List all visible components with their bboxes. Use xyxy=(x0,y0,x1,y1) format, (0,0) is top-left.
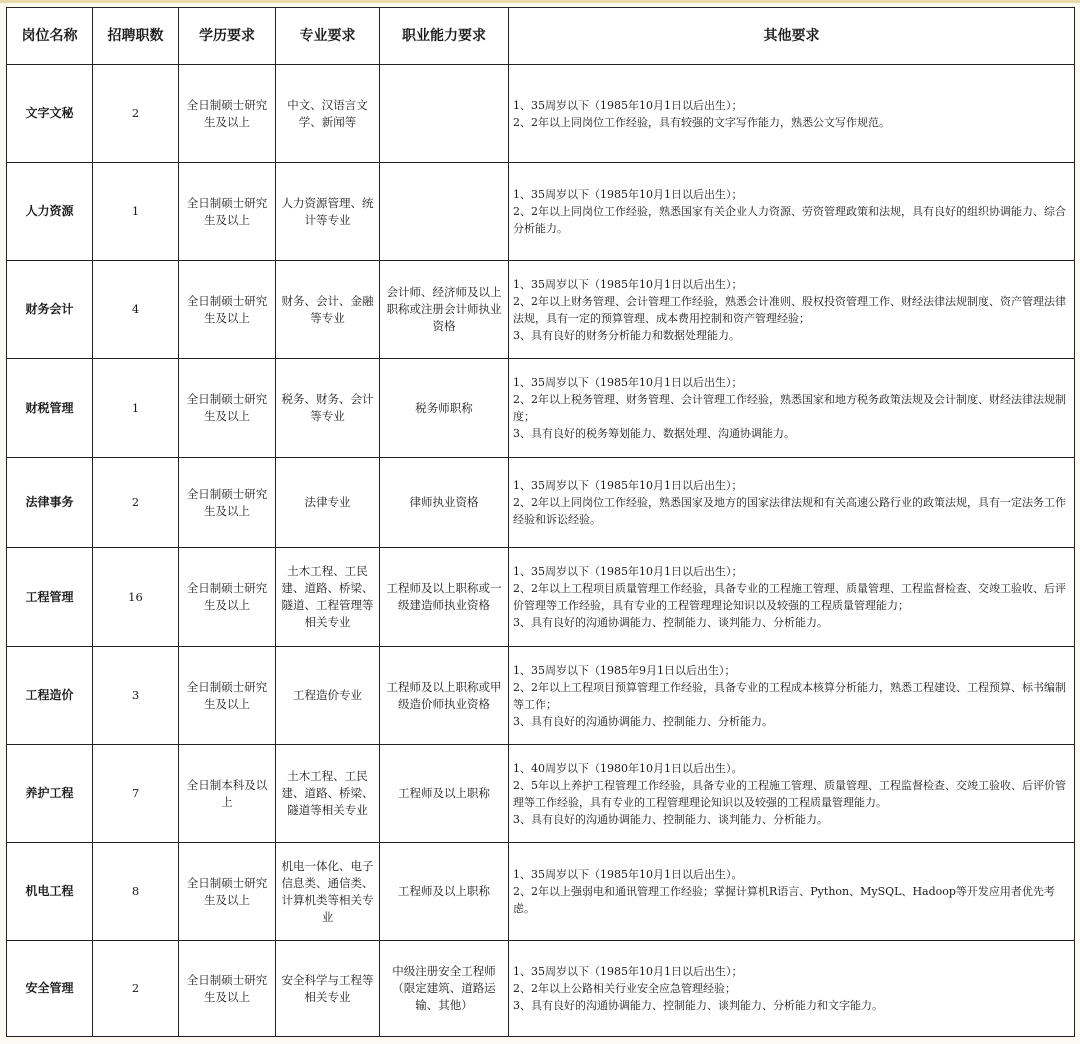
major-cell: 安全科学与工程等相关专业 xyxy=(276,941,380,1037)
requirement-line: 1、35周岁以下（1985年10月1日以后出生）； xyxy=(513,479,743,492)
position-name-cell: 文字文秘 xyxy=(7,65,93,163)
requirement-line: 2、2年以上同岗位工作经验，熟悉国家有关企业人力资源、劳资管理政策和法规，具有良好的组织协调能力、综合分析能力。 xyxy=(513,205,1066,235)
requirement-line: 1、35周岁以下（1985年10月1日以后出生）； xyxy=(513,565,743,578)
other-requirements-cell xyxy=(509,359,1075,458)
hiring-count-cell: 7 xyxy=(93,745,179,843)
header-education: 学历要求 xyxy=(179,8,276,65)
hiring-count-cell: 8 xyxy=(93,843,179,941)
table-row xyxy=(7,261,1075,359)
requirement-line: 2、2年以上财务管理、会计管理工作经验，熟悉会计准则、股权投资管理工作、财经法律法规制度、资产管理法律法规，具有一定的预算管理、成本费用控制和资产管理经验； xyxy=(513,294,1066,325)
requirement-line: 1、35周岁以下（1985年10月1日以后出生）； xyxy=(513,188,743,201)
major-cell: 工程造价专业 xyxy=(276,647,380,745)
hiring-count-cell: 4 xyxy=(93,261,179,359)
table-row xyxy=(7,745,1075,843)
major-cell: 机电一体化、电子信息类、通信类、计算机类等相关专业 xyxy=(276,843,380,941)
requirement-line: 3、具有良好的沟通协调能力、控制能力、谈判能力、分析能力。 xyxy=(513,616,828,629)
hiring-count-cell: 2 xyxy=(93,941,179,1037)
header-row xyxy=(7,8,1075,65)
requirement-line: 2、5年以上养护工程管理工作经验，具备专业的工程施工管理、质量管理、工程监督检查、交竣工验收、后评价管理等工作经验，具有专业的工程管理理论知识以及较强的工程质量管理能力。 xyxy=(513,778,1066,809)
requirement-line: 3、具有良好的沟通协调能力、控制能力、谈判能力、分析能力。 xyxy=(513,812,828,826)
requirement-line: 1、35周岁以下（1985年10月1日以后出生）。 xyxy=(513,868,743,881)
position-name-cell: 财税管理 xyxy=(7,359,93,458)
education-cell: 全日制硕士研究生及以上 xyxy=(179,163,276,261)
requirement-line: 3、具有良好的沟通协调能力、控制能力、谈判能力、分析能力和文字能力。 xyxy=(513,999,883,1012)
requirement-line: 2、2年以上工程项目预算管理工作经验，具备专业的工程成本核算分析能力，熟悉工程建设、工程预算、标书编制等工作； xyxy=(513,680,1066,711)
position-name-cell: 养护工程 xyxy=(7,745,93,843)
education-cell: 全日制硕士研究生及以上 xyxy=(179,843,276,941)
header-hiring-count: 招聘职数 xyxy=(93,8,179,65)
requirement-line: 2、2年以上同岗位工作经验，具有较强的文字写作能力，熟悉公文写作规范。 xyxy=(513,115,890,129)
education-cell: 全日制硕士研究生及以上 xyxy=(179,359,276,458)
table-row xyxy=(7,163,1075,261)
major-cell: 土木工程、工民建、道路、桥梁、隧道、工程管理等相关专业 xyxy=(276,548,380,647)
requirement-line: 2、2年以上公路相关行业安全应急管理经验； xyxy=(513,982,736,995)
table-row xyxy=(7,647,1075,745)
major-cell: 人力资源管理、统计等专业 xyxy=(276,163,380,261)
major-cell: 土木工程、工民建、道路、桥梁、隧道等相关专业 xyxy=(276,745,380,843)
table-row xyxy=(7,548,1075,647)
ability-cell: 工程师及以上职称 xyxy=(380,745,509,843)
position-name-cell: 机电工程 xyxy=(7,843,93,941)
education-cell: 全日制本科及以上 xyxy=(179,745,276,843)
header-other-requirements: 其他要求 xyxy=(509,8,1075,65)
position-name-cell: 工程造价 xyxy=(7,647,93,745)
ability-cell: 律师执业资格 xyxy=(380,458,509,548)
ability-cell: 工程师及以上职称 xyxy=(380,843,509,941)
table-row xyxy=(7,65,1075,163)
header-professional-ability: 职业能力要求 xyxy=(380,8,509,65)
other-requirements-cell xyxy=(509,548,1075,647)
other-requirements-cell xyxy=(509,261,1075,359)
requirement-line: 1、35周岁以下（1985年9月1日以后出生）； xyxy=(513,663,736,677)
ability-cell: 中级注册安全工程师（限定建筑、道路运输、其他） xyxy=(380,941,509,1037)
education-cell: 全日制硕士研究生及以上 xyxy=(179,941,276,1037)
requirement-line: 1、35周岁以下（1985年10月1日以后出生）； xyxy=(513,965,743,978)
requirement-line: 1、35周岁以下（1985年10月1日以后出生）； xyxy=(513,277,743,291)
hiring-count-cell: 3 xyxy=(93,647,179,745)
requirement-line: 2、2年以上强弱电和通讯管理工作经验；掌握计算机R语言、Python、MySQL、Hadoop等开发应用者优先考虑。 xyxy=(513,885,1055,915)
other-requirements-cell xyxy=(509,843,1075,941)
hiring-count-cell: 1 xyxy=(93,359,179,458)
ability-cell: 会计师、经济师及以上职称或注册会计师执业资格 xyxy=(380,261,509,359)
major-cell: 法律专业 xyxy=(276,458,380,548)
requirement-line: 1、40周岁以下（1980年10月1日以后出生）。 xyxy=(513,761,743,775)
education-cell: 全日制硕士研究生及以上 xyxy=(179,65,276,163)
education-cell: 全日制硕士研究生及以上 xyxy=(179,548,276,647)
major-cell: 税务、财务、会计等专业 xyxy=(276,359,380,458)
requirement-line: 2、2年以上同岗位工作经验，熟悉国家及地方的国家法律法规和有关高速公路行业的政策法规，具有一定法务工作经验和诉讼经验。 xyxy=(513,496,1066,526)
table-row xyxy=(7,941,1075,1037)
ability-cell xyxy=(380,163,509,261)
position-name-cell: 安全管理 xyxy=(7,941,93,1037)
other-requirements-cell xyxy=(509,65,1075,163)
table-row xyxy=(7,843,1075,941)
position-name-cell: 工程管理 xyxy=(7,548,93,647)
hiring-count-cell: 16 xyxy=(93,548,179,647)
requirement-line: 3、具有良好的沟通协调能力、控制能力、分析能力。 xyxy=(513,714,773,728)
top-border-strip xyxy=(0,0,1080,3)
other-requirements-cell xyxy=(509,458,1075,548)
position-name-cell: 人力资源 xyxy=(7,163,93,261)
header-major: 专业要求 xyxy=(276,8,380,65)
hiring-count-cell: 2 xyxy=(93,458,179,548)
position-name-cell: 法律事务 xyxy=(7,458,93,548)
ability-cell: 税务师职称 xyxy=(380,359,509,458)
other-requirements-cell xyxy=(509,647,1075,745)
requirement-line: 3、具有良好的财务分析能力和数据处理能力。 xyxy=(513,328,740,342)
hiring-count-cell: 1 xyxy=(93,163,179,261)
education-cell: 全日制硕士研究生及以上 xyxy=(179,458,276,548)
requirement-line: 3、具有良好的税务筹划能力、数据处理、沟通协调能力。 xyxy=(513,427,795,440)
position-name-cell: 财务会计 xyxy=(7,261,93,359)
ability-cell: 工程师及以上职称或甲级造价师执业资格 xyxy=(380,647,509,745)
ability-cell: 工程师及以上职称或一级建造师执业资格 xyxy=(380,548,509,647)
requirement-line: 1、35周岁以下（1985年10月1日以后出生）； xyxy=(513,98,743,112)
other-requirements-cell xyxy=(509,941,1075,1037)
ability-cell xyxy=(380,65,509,163)
table-row xyxy=(7,359,1075,458)
table-body xyxy=(7,65,1075,1037)
education-cell: 全日制硕士研究生及以上 xyxy=(179,261,276,359)
major-cell: 财务、会计、金融等专业 xyxy=(276,261,380,359)
table-row xyxy=(7,458,1075,548)
header-position-name: 岗位名称 xyxy=(7,8,93,65)
other-requirements-cell xyxy=(509,163,1075,261)
other-requirements-cell xyxy=(509,745,1075,843)
recruitment-table xyxy=(6,7,1075,1037)
education-cell: 全日制硕士研究生及以上 xyxy=(179,647,276,745)
major-cell: 中文、汉语言文学、新闻等 xyxy=(276,65,380,163)
hiring-count-cell: 2 xyxy=(93,65,179,163)
requirement-line: 1、35周岁以下（1985年10月1日以后出生）； xyxy=(513,376,743,389)
requirement-line: 2、2年以上工程项目质量管理工作经验，具备专业的工程施工管理、质量管理、工程监督检查、交竣工验收、后评价管理等工作经验，具有专业的工程管理理论知识以及较强的工程质量管理能力； xyxy=(513,582,1066,612)
requirement-line: 2、2年以上税务管理、财务管理、会计管理工作经验，熟悉国家和地方税务政策法规及会计制度、财经法律法规制度； xyxy=(513,393,1066,423)
